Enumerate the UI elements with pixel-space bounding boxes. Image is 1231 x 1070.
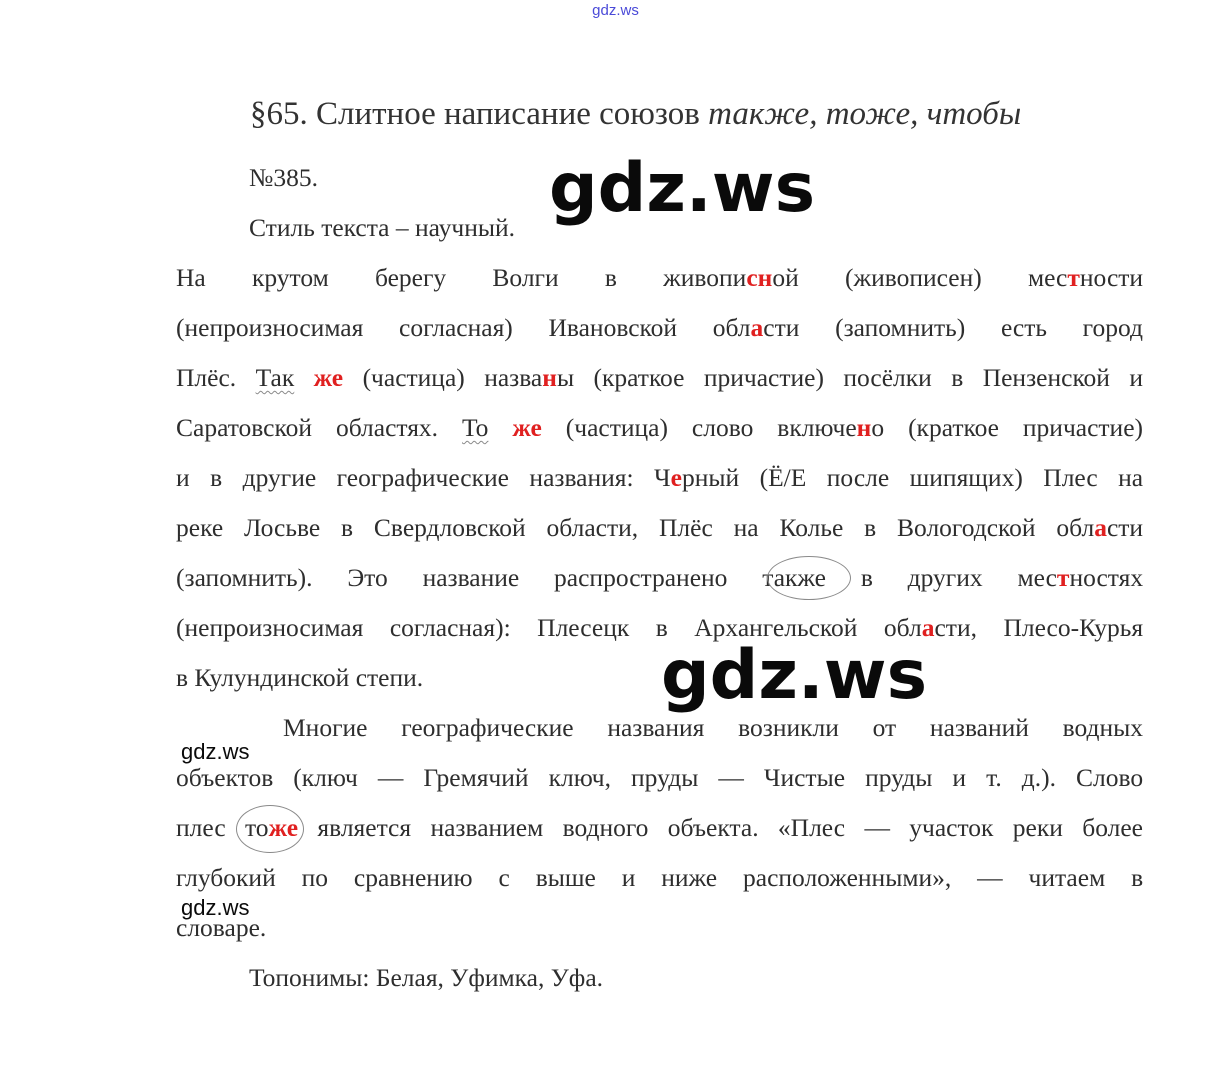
- word: на: [1118, 463, 1144, 492]
- word: т.: [986, 763, 1002, 792]
- paragraph1-line8: [176, 603, 1143, 653]
- paragraph2-line5: словаре.: [176, 913, 267, 942]
- word: по: [301, 863, 328, 892]
- paragraph1-line2: [176, 303, 1143, 353]
- word: (непроизносимая: [176, 313, 364, 342]
- word: «Плес: [777, 813, 846, 842]
- word: объекта.: [667, 813, 759, 842]
- word: географические: [401, 713, 574, 742]
- word: Свердловской: [373, 513, 526, 542]
- word: (Ё/Е: [759, 463, 807, 492]
- word: Архангельской: [694, 613, 858, 642]
- section-heading: [250, 96, 1021, 133]
- watermark-large: gdz.ws: [549, 149, 816, 228]
- word: Плёс.: [176, 363, 237, 392]
- heading-italic: также, тоже, чтобы: [708, 96, 1022, 132]
- highlighted-word: же: [313, 363, 344, 392]
- word: На: [176, 263, 206, 292]
- word: пруды: [631, 763, 699, 792]
- word-with-highlight: области,: [883, 613, 977, 642]
- word: название: [422, 563, 520, 592]
- word: пруды: [865, 763, 933, 792]
- word: Колье: [779, 513, 844, 542]
- highlighted-letters: а: [750, 313, 764, 342]
- word-with-highlight: названы: [484, 363, 575, 392]
- word: Это: [347, 563, 388, 592]
- highlighted-letters: а: [921, 613, 935, 642]
- word: от: [872, 713, 897, 742]
- paragraph1-line7: [176, 553, 1143, 603]
- word: берегу: [374, 263, 447, 292]
- underlined-word: Так: [255, 363, 295, 392]
- word: в: [951, 363, 964, 392]
- word: после: [826, 463, 890, 492]
- word: Саратовской: [176, 413, 312, 442]
- word: (живописен): [844, 263, 982, 292]
- word: Многие: [283, 713, 368, 742]
- word: названий: [929, 713, 1029, 742]
- word: Плес: [1043, 463, 1098, 492]
- word: водного: [562, 813, 649, 842]
- word: в: [864, 513, 877, 542]
- word: (краткое: [908, 413, 999, 442]
- paragraph1-line3: [176, 353, 1143, 403]
- highlighted-letters: т: [1067, 263, 1080, 292]
- word: (частица): [565, 413, 668, 442]
- word-with-highlight: включено: [777, 413, 885, 442]
- circled-word: также: [762, 563, 826, 592]
- paragraph1-line5: [176, 453, 1143, 503]
- word: более: [1082, 813, 1143, 842]
- paragraph2-line4: [176, 853, 1143, 903]
- word-with-highlight: Черный: [654, 463, 740, 492]
- word: крутом: [251, 263, 329, 292]
- word-with-highlight: области: [1056, 513, 1144, 542]
- highlighted-word: же: [512, 413, 542, 442]
- word: в: [1131, 863, 1144, 892]
- highlighted-letters: сн: [746, 263, 773, 292]
- word: Слово: [1075, 763, 1144, 792]
- paragraph1-line4: [176, 403, 1143, 453]
- watermark-small: gdz.ws: [181, 895, 250, 920]
- word: —: [718, 763, 744, 792]
- word: и: [621, 863, 636, 892]
- word: слово: [691, 413, 754, 442]
- highlighted-letters: н: [542, 363, 557, 392]
- word: географические: [336, 463, 509, 492]
- word: город: [1082, 313, 1143, 342]
- highlighted-letters: а: [1094, 513, 1107, 542]
- word: названия:: [529, 463, 634, 492]
- heading-prefix: §65. Слитное написание союзов: [250, 96, 709, 132]
- circled-word: тоже: [245, 813, 299, 842]
- word: есть: [1000, 313, 1047, 342]
- highlighted-letters: н: [856, 413, 872, 442]
- word: (непроизносимая: [176, 613, 364, 642]
- word: расположенными»,: [743, 863, 952, 892]
- word: Гремячий: [423, 763, 529, 792]
- word: названия: [607, 713, 705, 742]
- word: в: [341, 513, 354, 542]
- word: согласная): [399, 313, 513, 342]
- toponyms-line: Топонимы: Белая, Уфимка, Уфа.: [249, 963, 604, 992]
- word: (запомнить): [835, 313, 966, 342]
- word: является: [317, 813, 412, 842]
- highlighted-letters: е: [670, 463, 682, 492]
- word: согласная):: [389, 613, 511, 642]
- word: областях.: [335, 413, 439, 442]
- word: Лосьве: [243, 513, 321, 542]
- word: причастие): [703, 363, 824, 392]
- word: и: [1129, 363, 1144, 392]
- highlighted-letters: же: [268, 813, 299, 842]
- word: и: [176, 463, 190, 492]
- word: Вологодской: [897, 513, 1036, 542]
- word: реки: [1012, 813, 1063, 842]
- paragraph1-line6: [176, 503, 1143, 553]
- word: ключ,: [548, 763, 611, 792]
- watermark-top: gdz.ws: [592, 2, 639, 19]
- word-with-highlight: области: [712, 313, 800, 342]
- word: —: [864, 813, 890, 842]
- word: на: [733, 513, 759, 542]
- word: других: [907, 563, 983, 592]
- paragraph2-line3: [176, 803, 1143, 853]
- word: —: [377, 763, 404, 792]
- word: участок: [909, 813, 994, 842]
- word: посёлки: [843, 363, 932, 392]
- highlighted-letters: т: [1056, 563, 1070, 592]
- watermark-large: gdz.ws: [661, 636, 928, 715]
- word: шипящих): [909, 463, 1023, 492]
- word: глубокий: [176, 863, 276, 892]
- word: объектов: [176, 763, 274, 792]
- underlined-word: То: [462, 413, 489, 442]
- word: названием: [430, 813, 544, 842]
- word: ниже: [661, 863, 718, 892]
- word: —: [977, 863, 1003, 892]
- circle-annotation: [767, 556, 851, 600]
- word: Плесо-Курья: [1003, 613, 1144, 642]
- word: в: [860, 563, 873, 592]
- word: реке: [176, 513, 224, 542]
- word: сравнению: [353, 863, 473, 892]
- word: возникли: [738, 713, 839, 742]
- word: читаем: [1028, 863, 1106, 892]
- word: (краткое: [593, 363, 685, 392]
- exercise-number: №385.: [249, 163, 318, 192]
- word: (запомнить).: [176, 563, 313, 592]
- word: Ивановской: [548, 313, 678, 342]
- word: другие: [242, 463, 317, 492]
- word: выше: [535, 863, 596, 892]
- word-with-highlight: живописной: [663, 263, 799, 292]
- word: (частица): [362, 363, 465, 392]
- word: области,: [546, 513, 639, 542]
- circle-annotation: [236, 805, 304, 853]
- word: Плёс: [659, 513, 713, 542]
- word: водных: [1062, 713, 1144, 742]
- watermark-small: gdz.ws: [181, 739, 250, 764]
- word: в: [604, 263, 617, 292]
- paragraph2-line2: [176, 753, 1143, 803]
- paragraph1-line1: [176, 253, 1143, 303]
- word: и: [952, 763, 967, 792]
- word: распространено: [554, 563, 728, 592]
- word: д.).: [1021, 763, 1056, 792]
- word: плес: [176, 813, 226, 842]
- word-with-highlight: местности: [1027, 263, 1144, 292]
- word: причастие): [1022, 413, 1144, 442]
- word: Пензенской: [982, 363, 1110, 392]
- word: с: [498, 863, 510, 892]
- word: Волги: [492, 263, 559, 292]
- word: (ключ: [293, 763, 358, 792]
- paragraph1-line9: в Кулундинской степи.: [176, 663, 424, 692]
- word: в: [210, 463, 223, 492]
- word: Чистые: [763, 763, 846, 792]
- word: в: [655, 613, 668, 642]
- word: Плесецк: [537, 613, 630, 642]
- word-with-highlight: местностях: [1017, 563, 1144, 592]
- text-style-line: Стиль текста – научный.: [249, 213, 516, 242]
